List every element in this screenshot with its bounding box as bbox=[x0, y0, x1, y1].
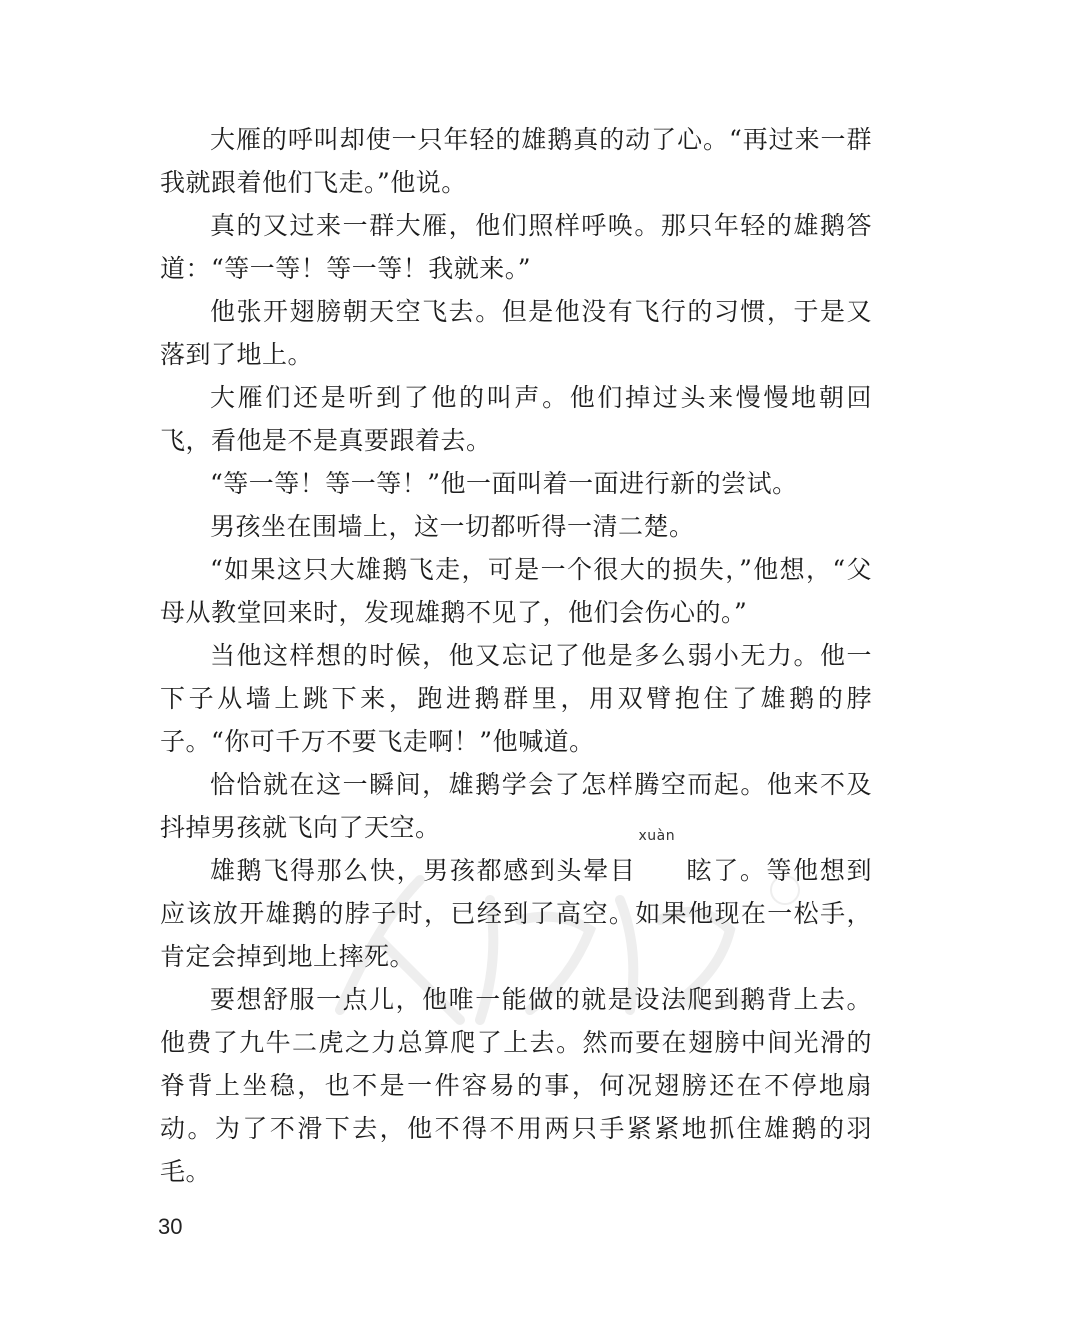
ruby-base-char: 眩 bbox=[686, 856, 713, 885]
paragraph-3: 他张开翅膀朝天空飞去。但是他没有飞行的习惯，于是又落到了地上。 bbox=[160, 297, 872, 369]
paragraph-5: “等一等！等一等！”他一面叫着一面进行新的尝试。 bbox=[210, 469, 798, 498]
paragraph-4: 大雁们还是听到了他的叫声。他们掉过头来慢慢地朝回飞，看他是不是真要跟着去。 bbox=[160, 383, 872, 455]
paragraph-8: 当他这样想的时候，他又忘记了他是多么弱小无力。他一下子从墙上跳下来，跑进鹅群里，用双臂抱住了雄鹅的脖子。“你可千万不要飞走啊！”他喊道。 bbox=[160, 641, 872, 756]
pinyin-annotation: xuàn bbox=[638, 828, 676, 844]
paragraph-11: 要想舒服一点儿，他唯一能做的就是设法爬到鹅背上去。他费了九牛二虎之力总算爬了上去。然而要在翅膀中间光滑的脊背上坐稳，也不是一件容易的事，何况翅膀还在不停地扇动。为了不滑下去，他不得不用两只手紧紧地抓住雄鹅的羽毛。 bbox=[160, 985, 872, 1186]
paragraph-1: 大雁的呼叫却使一只年轻的雄鹅真的动了心。“再过来一群我就跟着他们飞走。”他说。 bbox=[160, 125, 872, 197]
header-strip bbox=[0, 0, 1080, 8]
ruby-annotated-char bbox=[637, 828, 713, 892]
paragraph-10 bbox=[160, 828, 872, 978]
paragraph-2: 真的又过来一群大雁，他们照样呼唤。那只年轻的雄鹅答道：“等一等！等一等！我就来。” bbox=[160, 211, 872, 283]
paragraph-10-after: 了。等他想到应该放开雄鹅的脖子时，已经到了高空。如果他现在一松手，肯定会掉到地上摔死。 bbox=[160, 856, 872, 971]
paragraph-7: “如果这只大雄鹅飞走，可是一个很大的损失，”他想，“父母从教堂回来时，发现雄鹅不见了，他们会伤心的。” bbox=[160, 555, 872, 627]
paragraph-10-before: 雄鹅飞得那么快，男孩都感到头晕目 bbox=[210, 856, 637, 885]
page-number: 30 bbox=[158, 1214, 183, 1239]
paragraph-9: 恰恰就在这一瞬间，雄鹅学会了怎样腾空而起。他来不及抖掉男孩就飞向了天空。 bbox=[160, 770, 872, 842]
body-text bbox=[160, 118, 872, 1193]
paragraph-6: 男孩坐在围墙上，这一切都听得一清二楚。 bbox=[210, 512, 695, 541]
